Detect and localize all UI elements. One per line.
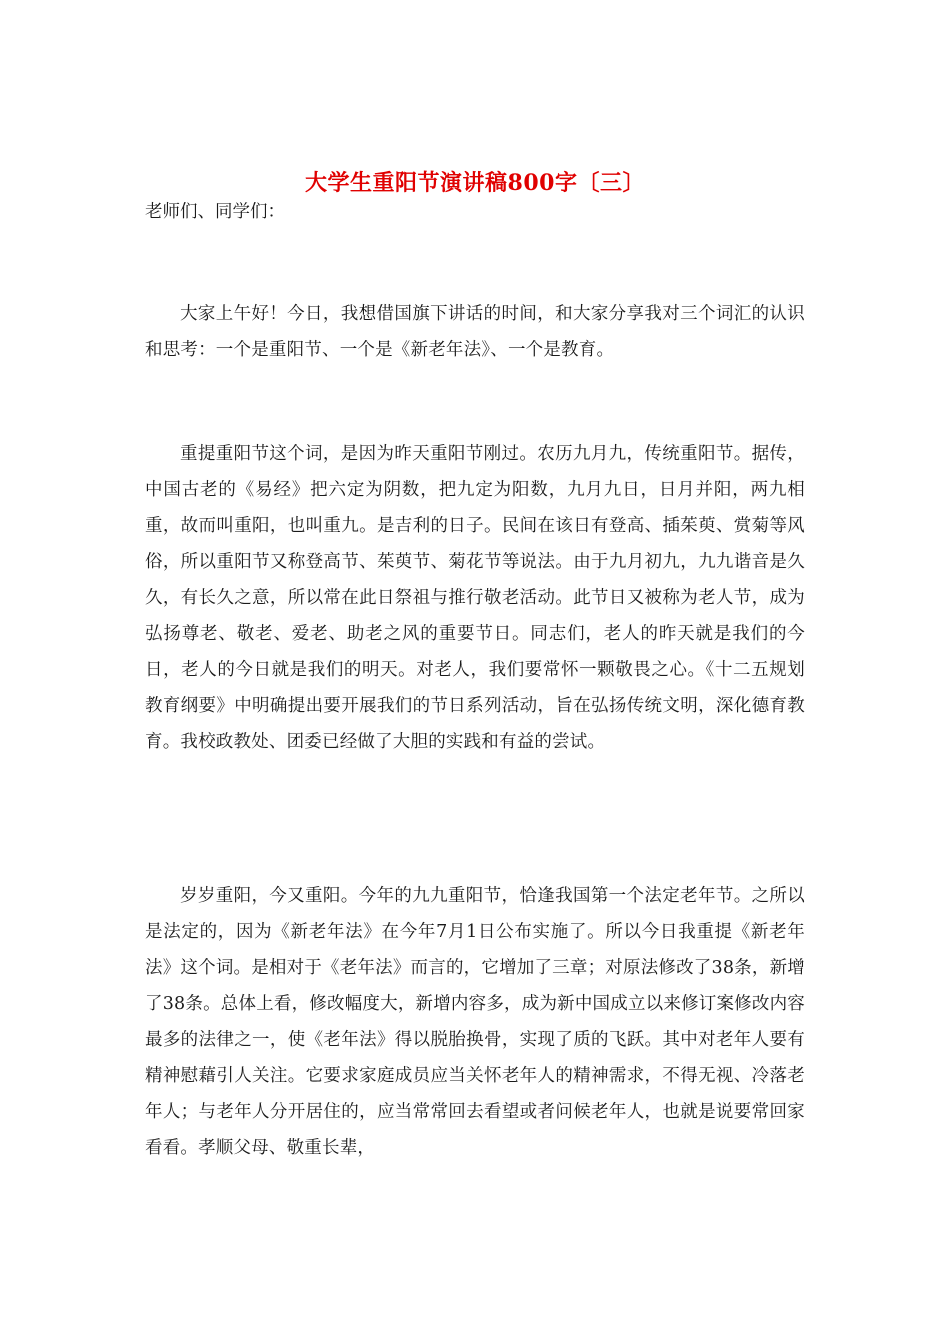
document-title: 大学生重阳节演讲稿800字〔三〕 [305,169,645,196]
paragraph-intro: 大家上午好！今日，我想借国旗下讲话的时间，和大家分享我对三个词汇的认识和思考：一个是重阳节、一个是《新老年法》、一个是教育。 [145,304,805,360]
paragraph-elderly-law: 岁岁重阳，今又重阳。今年的九九重阳节，恰逢我国第一个法定老年节。之所以是法定的，因为《新老年法》在今年7月1日公布实施了。所以今日我重提《新老年法》这个词。是相对于《老年法》而言的，它增加了三章；对原法修改了38条，新增了38条。总体上看，修改幅度大，新增内容多，成为新中国成立以来修订案修改内容最多的法律之一，使《老年法》得以脱胎换骨，实现了质的飞跃。其中对老年人要有精神慰藉引人关注。它要求家庭成员应当关怀老年人的精神需求，不得无视、冷落老年人；与老年人分开居住的，应当常常回去看望或者问候老年人，也就是说要常回家看看。孝顺父母、敬重长辈， [145,886,805,1158]
salutation: 老师们、同学们： [145,202,285,222]
paragraph-double-ninth: 重提重阳节这个词，是因为昨天重阳节刚过。农历九月九，传统重阳节。据传，中国古老的《易经》把六定为阴数，把九定为阳数，九月九日，日月并阳，两九相重，故而叫重阳，也叫重九。是吉利的日子。民间在该日有登高、插茱萸、赏菊等风俗，所以重阳节又称登高节、茱萸节、菊花节等说法。由于九月初九，九九谐音是久久，有长久之意，所以常在此日祭祖与推行敬老活动。此节日又被称为老人节，成为弘扬尊老、敬老、爱老、助老之风的重要节日。同志们，老人的昨天就是我们的今日，老人的今日就是我们的明天。对老人，我们要常怀一颗敬畏之心。《十二五规划教育纲要》中明确提出要开展我们的节日系列活动，旨在弘扬传统文明，深化德育教育。我校政教处、团委已经做了大胆的实践和有益的尝试。 [145,444,805,752]
